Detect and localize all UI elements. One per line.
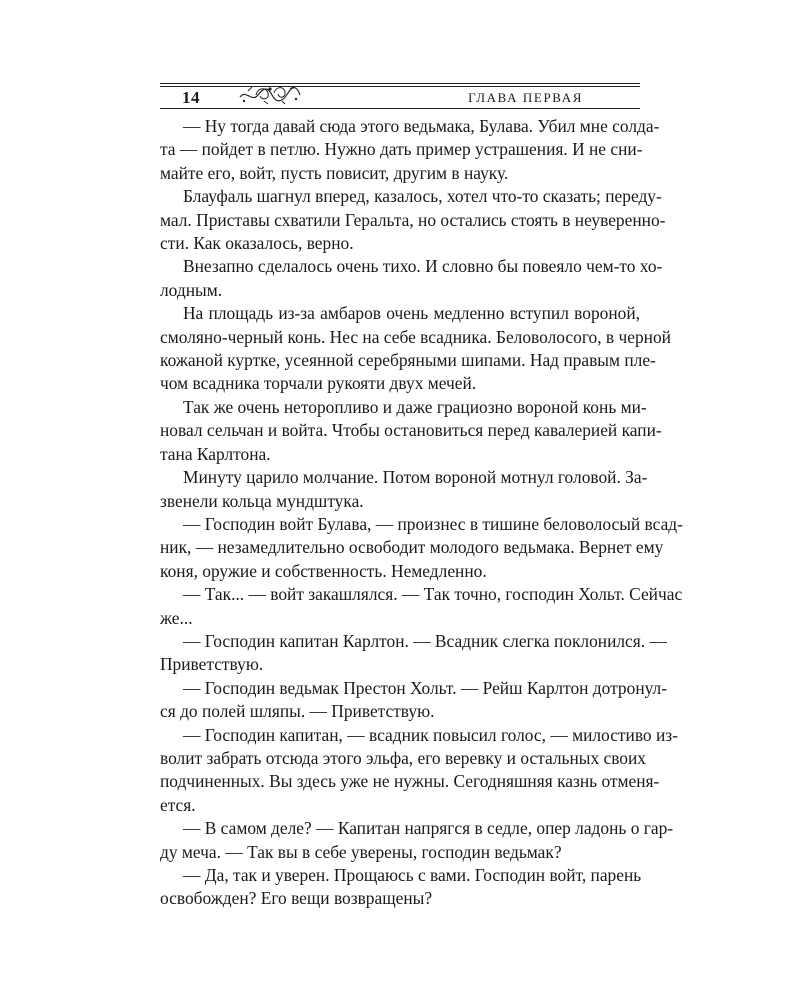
- text-line: Внезапно сделалось очень тихо. И словно бы повеяло чем-то хо-: [183, 256, 663, 277]
- paragraph: [160, 255, 663, 302]
- paragraph: [160, 115, 660, 185]
- text-line: лодным.: [160, 279, 223, 300]
- paragraph: [160, 466, 648, 513]
- text-line: — В самом деле? — Капитан напрягся в седле, опер ладонь о гар-: [183, 818, 674, 839]
- paragraph: [160, 724, 678, 818]
- paragraph: [160, 302, 671, 396]
- text-line: майте его, войт, пусть повисит, другим в науку.: [160, 162, 509, 183]
- text-line: новал сельчан и войта. Чтобы остановиться перед кавалерией капи-: [160, 420, 662, 441]
- text-line: — Господин ведьмак Престон Хольт. — Рейш Карлтон дотронул-: [183, 677, 668, 698]
- text-line: — Да, так и уверен. Прощаюсь с вами. Господин войт, парень: [183, 865, 642, 885]
- text-line: — Господин войт Булава, — произнес в тишине беловолосый всад-: [183, 513, 683, 534]
- paragraph: [160, 864, 640, 911]
- paragraph: [160, 677, 668, 724]
- text-line: та — пойдет в петлю. Нужно дать пример устрашения. И не сни-: [160, 139, 643, 160]
- paragraph: [160, 396, 662, 466]
- text-line: ся до полей шляпы. — Приветствую.: [160, 701, 435, 722]
- page-number: 14: [182, 88, 200, 107]
- text-line: сти. Как оказалось, верно.: [160, 233, 354, 254]
- text-line: кожаной куртке, усеянной серебряными шипами. Над правым пле-: [160, 350, 656, 371]
- text-line: — Господин капитан, — всадник повысил голос, — милостиво из-: [183, 724, 678, 745]
- text-line: Приветствую.: [160, 654, 264, 675]
- text-line: подчиненных. Вы здесь уже не нужны. Сегодняшняя казнь отменя-: [160, 771, 660, 792]
- text-line: Блауфаль шагнул вперед, казалось, хотел что-то сказать; переду-: [183, 186, 662, 207]
- paragraph: [160, 513, 683, 583]
- paragraph: [160, 583, 683, 630]
- text-line: Так же очень неторопливо и даже грациозно вороной конь ми-: [183, 396, 647, 417]
- text-line: — Ну тогда давай сюда этого ведьмака, Булава. Убил мне солда-: [183, 116, 660, 136]
- text-line: звенели кольца мундштука.: [160, 490, 364, 511]
- text-line: ник, — незамедлительно освободит молодого ведьмака. Вернет ему: [160, 537, 664, 558]
- text-line: же...: [160, 607, 193, 628]
- header-rule-bottom: [160, 108, 640, 109]
- chapter-title: ГЛАВА ПЕРВАЯ: [468, 90, 583, 105]
- text-line: коня, оружие и собственность. Немедленно.: [160, 560, 487, 581]
- text-line: мал. Приставы схватили Геральта, но остались стоять в неуверенно-: [160, 209, 666, 230]
- text-line: На площадь из-за амбаров очень медленно вступил вороной,: [183, 303, 640, 324]
- text-line: ду меча. — Так вы в себе уверены, господин ведьмак?: [160, 841, 562, 862]
- paragraph: [160, 185, 666, 255]
- text-line: — Так... — войт закашлялся. — Так точно, господин Хольт. Сейчас: [183, 584, 683, 605]
- flourish-ornament-icon: [238, 83, 302, 107]
- body-text: [160, 115, 683, 911]
- header-rule-top: [160, 83, 640, 84]
- text-line: смоляно-черный конь. Нес на себе всадника. Беловолосого, в черной: [160, 326, 671, 347]
- running-head: [160, 87, 640, 107]
- text-line: ется.: [160, 794, 196, 815]
- text-line: освобожден? Его вещи возвращены?: [160, 888, 433, 909]
- text-line: волит забрать отсюда этого эльфа, его веревку и остальных своих: [160, 747, 647, 768]
- text-line: Минуту царило молчание. Потом вороной мотнул головой. За-: [183, 467, 648, 488]
- text-line: тана Карлтона.: [160, 443, 271, 464]
- paragraph: [160, 817, 674, 864]
- text-line: — Господин капитан Карлтон. — Всадник слегка поклонился. —: [183, 630, 667, 651]
- paragraph: [160, 630, 667, 677]
- text-line: чом всадника торчали рукояти двух мечей.: [160, 373, 477, 394]
